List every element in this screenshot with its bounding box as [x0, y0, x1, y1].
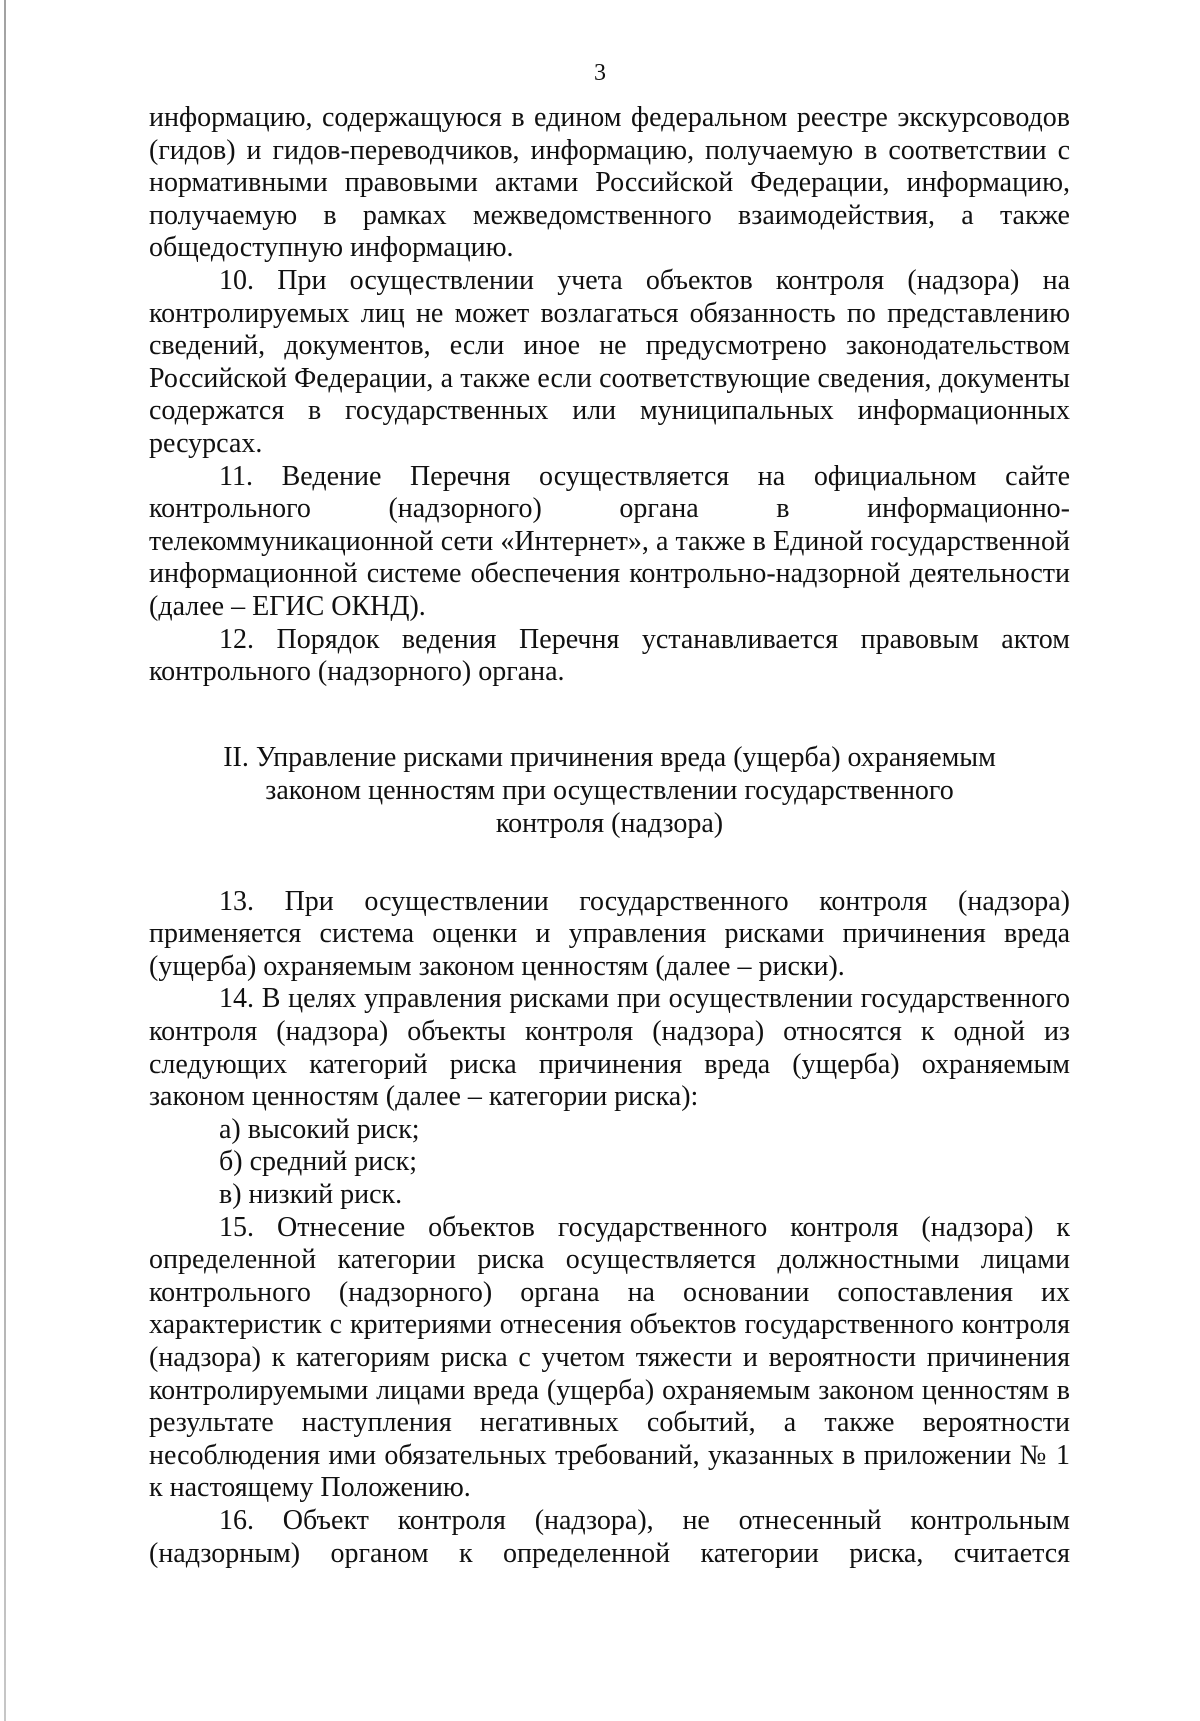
- document-body: [149, 102, 1070, 1570]
- paragraph-10: 10. При осуществлении учета объектов контроля (надзора) на контролируемых лиц не может возлагаться обязанность по представлению сведений, документов, если иное не предусмотрено законодательством Российской Федерации, а также если соответствующие сведения, документы содержатся в государственных или муниципальных информационных ресурсах.: [149, 264, 1070, 459]
- scan-edge-line: [4, 0, 6, 1721]
- paragraph-12: 12. Порядок ведения Перечня устанавливается правовым актом контрольного (надзорного) органа.: [149, 623, 1070, 688]
- section-heading-line-3: контроля (надзора): [495, 807, 724, 839]
- section-heading: [209, 741, 1010, 840]
- paragraph-16: 16. Объект контроля (надзора), не отнесенный контрольным (надзорным) органом к определенной категории риска, считается: [149, 1504, 1070, 1569]
- paragraph-13: 13. При осуществлении государственного контроля (надзора) применяется система оценки и управления рисками причинения вреда (ущерба) охраняемым законом ценностям (далее – риски).: [149, 885, 1070, 982]
- paragraph-11: 11. Ведение Перечня осуществляется на официальном сайте контрольного (надзорного) органа в информационно-телекоммуникационной сети «Интернет», а также в Единой государственной информационной системе обеспечения контрольно-надзорной деятельности (далее – ЕГИС ОКНД).: [149, 460, 1070, 622]
- section-heading-line-1: II. Управление рисками причинения вреда (ущерба) охраняемым: [223, 741, 996, 773]
- list-item-b: б) средний риск;: [219, 1146, 418, 1178]
- list-item-c: в) низкий риск.: [219, 1179, 403, 1211]
- paragraph-15: 15. Отнесение объектов государственного контроля (надзора) к определенной категории риска осуществляется должностными лицами контрольного (надзорного) органа на основании сопоставления их характеристик с критериями отнесения объектов государственного контроля (надзора) к категориям риска с учетом тяжести и вероятности причинения контролируемыми лицами вреда (ущерба) охраняемым законом ценностям в результате наступления негативных событий, а также вероятности несоблюдения ими обязательных требований, указанных в приложении № 1 к настоящему Положению.: [149, 1211, 1070, 1504]
- list-item-a: а) высокий риск;: [219, 1113, 420, 1145]
- paragraph-14: 14. В целях управления рисками при осуществлении государственного контроля (надзора) объекты контроля (надзора) относятся к одной из следующих категорий риска причинения вреда (ущерба) охраняемым законом ценностям (далее – категории риска):: [149, 983, 1070, 1113]
- section-heading-line-2: законом ценностям при осуществлении государственного: [265, 774, 954, 806]
- paragraph-continuation: информацию, содержащуюся в едином федеральном реестре экскурсоводов (гидов) и гидов-переводчиков, информацию, получаемую в соответствии с нормативными правовыми актами Российской Федерации, информацию, получаемую в рамках межведомственного взаимодействия, а также общедоступную информацию.: [149, 102, 1070, 264]
- page-number: 3: [594, 60, 606, 86]
